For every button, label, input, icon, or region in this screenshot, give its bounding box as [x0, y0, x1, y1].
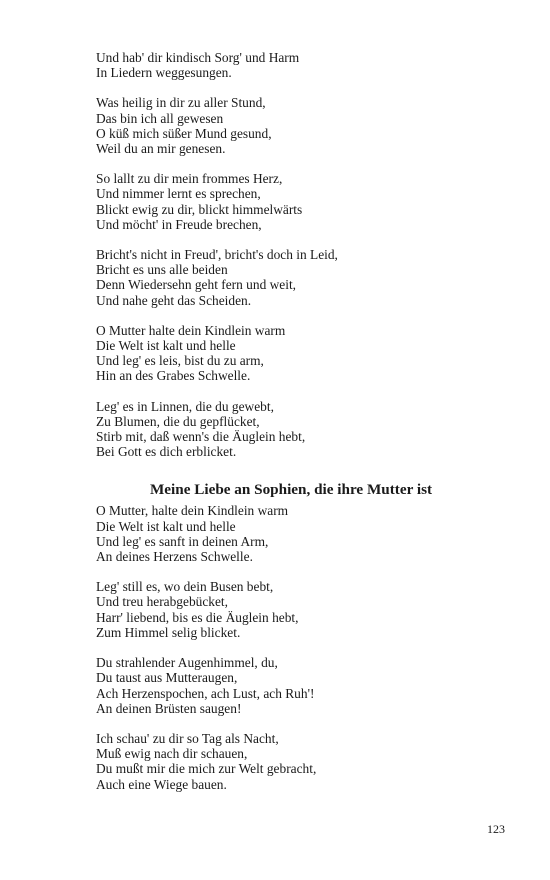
stanza	[96, 399, 476, 460]
stanza	[96, 171, 476, 232]
verse-line: So lallt zu dir mein frommes Herz,	[96, 171, 283, 187]
verse-line: Und hab' dir kindisch Sorg' und Harm	[96, 50, 300, 65]
verse-line: Und treu herabgebücket,	[96, 594, 228, 610]
verse-line: Ach Herzenspochen, ach Lust, ach Ruh'!	[96, 685, 315, 701]
verse-line: O küß mich süßer Mund gesund,	[96, 125, 272, 141]
verse-line: Leg' still es, wo dein Busen bebt,	[96, 579, 274, 595]
verse-line: In Liedern weggesungen.	[96, 65, 232, 81]
verse-line: Blickt ewig zu dir, blickt himmelwärts	[96, 201, 303, 217]
stanza	[96, 50, 476, 80]
verse-line: Du strahlender Augenhimmel, du,	[96, 655, 278, 671]
verse-line: O Mutter, halte dein Kindlein warm	[96, 503, 289, 519]
stanza	[96, 247, 476, 308]
stanza	[96, 731, 476, 792]
verse-line: Harr' liebend, bis es die Äuglein hebt,	[96, 609, 299, 625]
verse-line: Denn Wiedersehn geht fern und weit,	[96, 277, 297, 293]
verse-line: Ich schau' zu dir so Tag als Nacht,	[96, 730, 279, 746]
verse-line: Stirb mit, daß wenn's die Äuglein hebt,	[96, 429, 306, 445]
verse-line: Bricht es uns alle beiden	[96, 262, 228, 278]
verse-line: Und leg' es sanft in deinen Arm,	[96, 533, 269, 549]
verse-line: Muß ewig nach dir schauen,	[96, 746, 248, 762]
verse-line: An deines Herzens Schwelle.	[96, 549, 253, 565]
poem-title: Meine Liebe an Sophien, die ihre Mutter ist	[149, 481, 433, 499]
verse-line: Auch eine Wiege bauen.	[96, 776, 227, 792]
poem-new	[96, 503, 476, 791]
verse-line: Du mußt mir die mich zur Welt gebracht,	[96, 761, 317, 777]
stanza	[96, 95, 476, 156]
verse-line: O Mutter halte dein Kindlein warm	[96, 322, 286, 338]
stanza	[96, 323, 476, 384]
verse-line: Die Welt ist kalt und helle	[96, 338, 236, 354]
verse-line: Was heilig in dir zu aller Stund,	[96, 95, 266, 111]
verse-line: Zu Blumen, die du gepflücket,	[96, 413, 260, 429]
stanza	[96, 655, 476, 716]
poem-continued	[96, 50, 476, 459]
verse-line: Und möcht' in Freude brechen,	[96, 216, 262, 232]
verse-line: Bricht's nicht in Freud', bricht's doch in Leid,	[96, 247, 338, 263]
verse-line: Die Welt ist kalt und helle	[96, 518, 236, 534]
page-number: 123	[487, 822, 505, 836]
verse-line: Du taust aus Mutteraugen,	[96, 670, 238, 686]
stanza	[96, 503, 476, 564]
text-column	[96, 50, 476, 807]
verse-line: Leg' es in Linnen, die du gewebt,	[96, 398, 274, 414]
verse-line: Hin an des Grabes Schwelle.	[96, 368, 251, 384]
verse-line: An deinen Brüsten saugen!	[96, 700, 242, 716]
verse-line: Weil du an mir genesen.	[96, 141, 226, 157]
verse-line: Und nimmer lernt es sprechen,	[96, 186, 261, 202]
stanza	[96, 579, 476, 640]
verse-line: Zum Himmel selig blicket.	[96, 624, 241, 640]
verse-line: Das bin ich all gewesen	[96, 110, 224, 126]
verse-line: Bei Gott es dich erblicket.	[96, 444, 237, 460]
verse-line: Und nahe geht das Scheiden.	[96, 292, 252, 308]
verse-line: Und leg' es leis, bist du zu arm,	[96, 353, 264, 369]
